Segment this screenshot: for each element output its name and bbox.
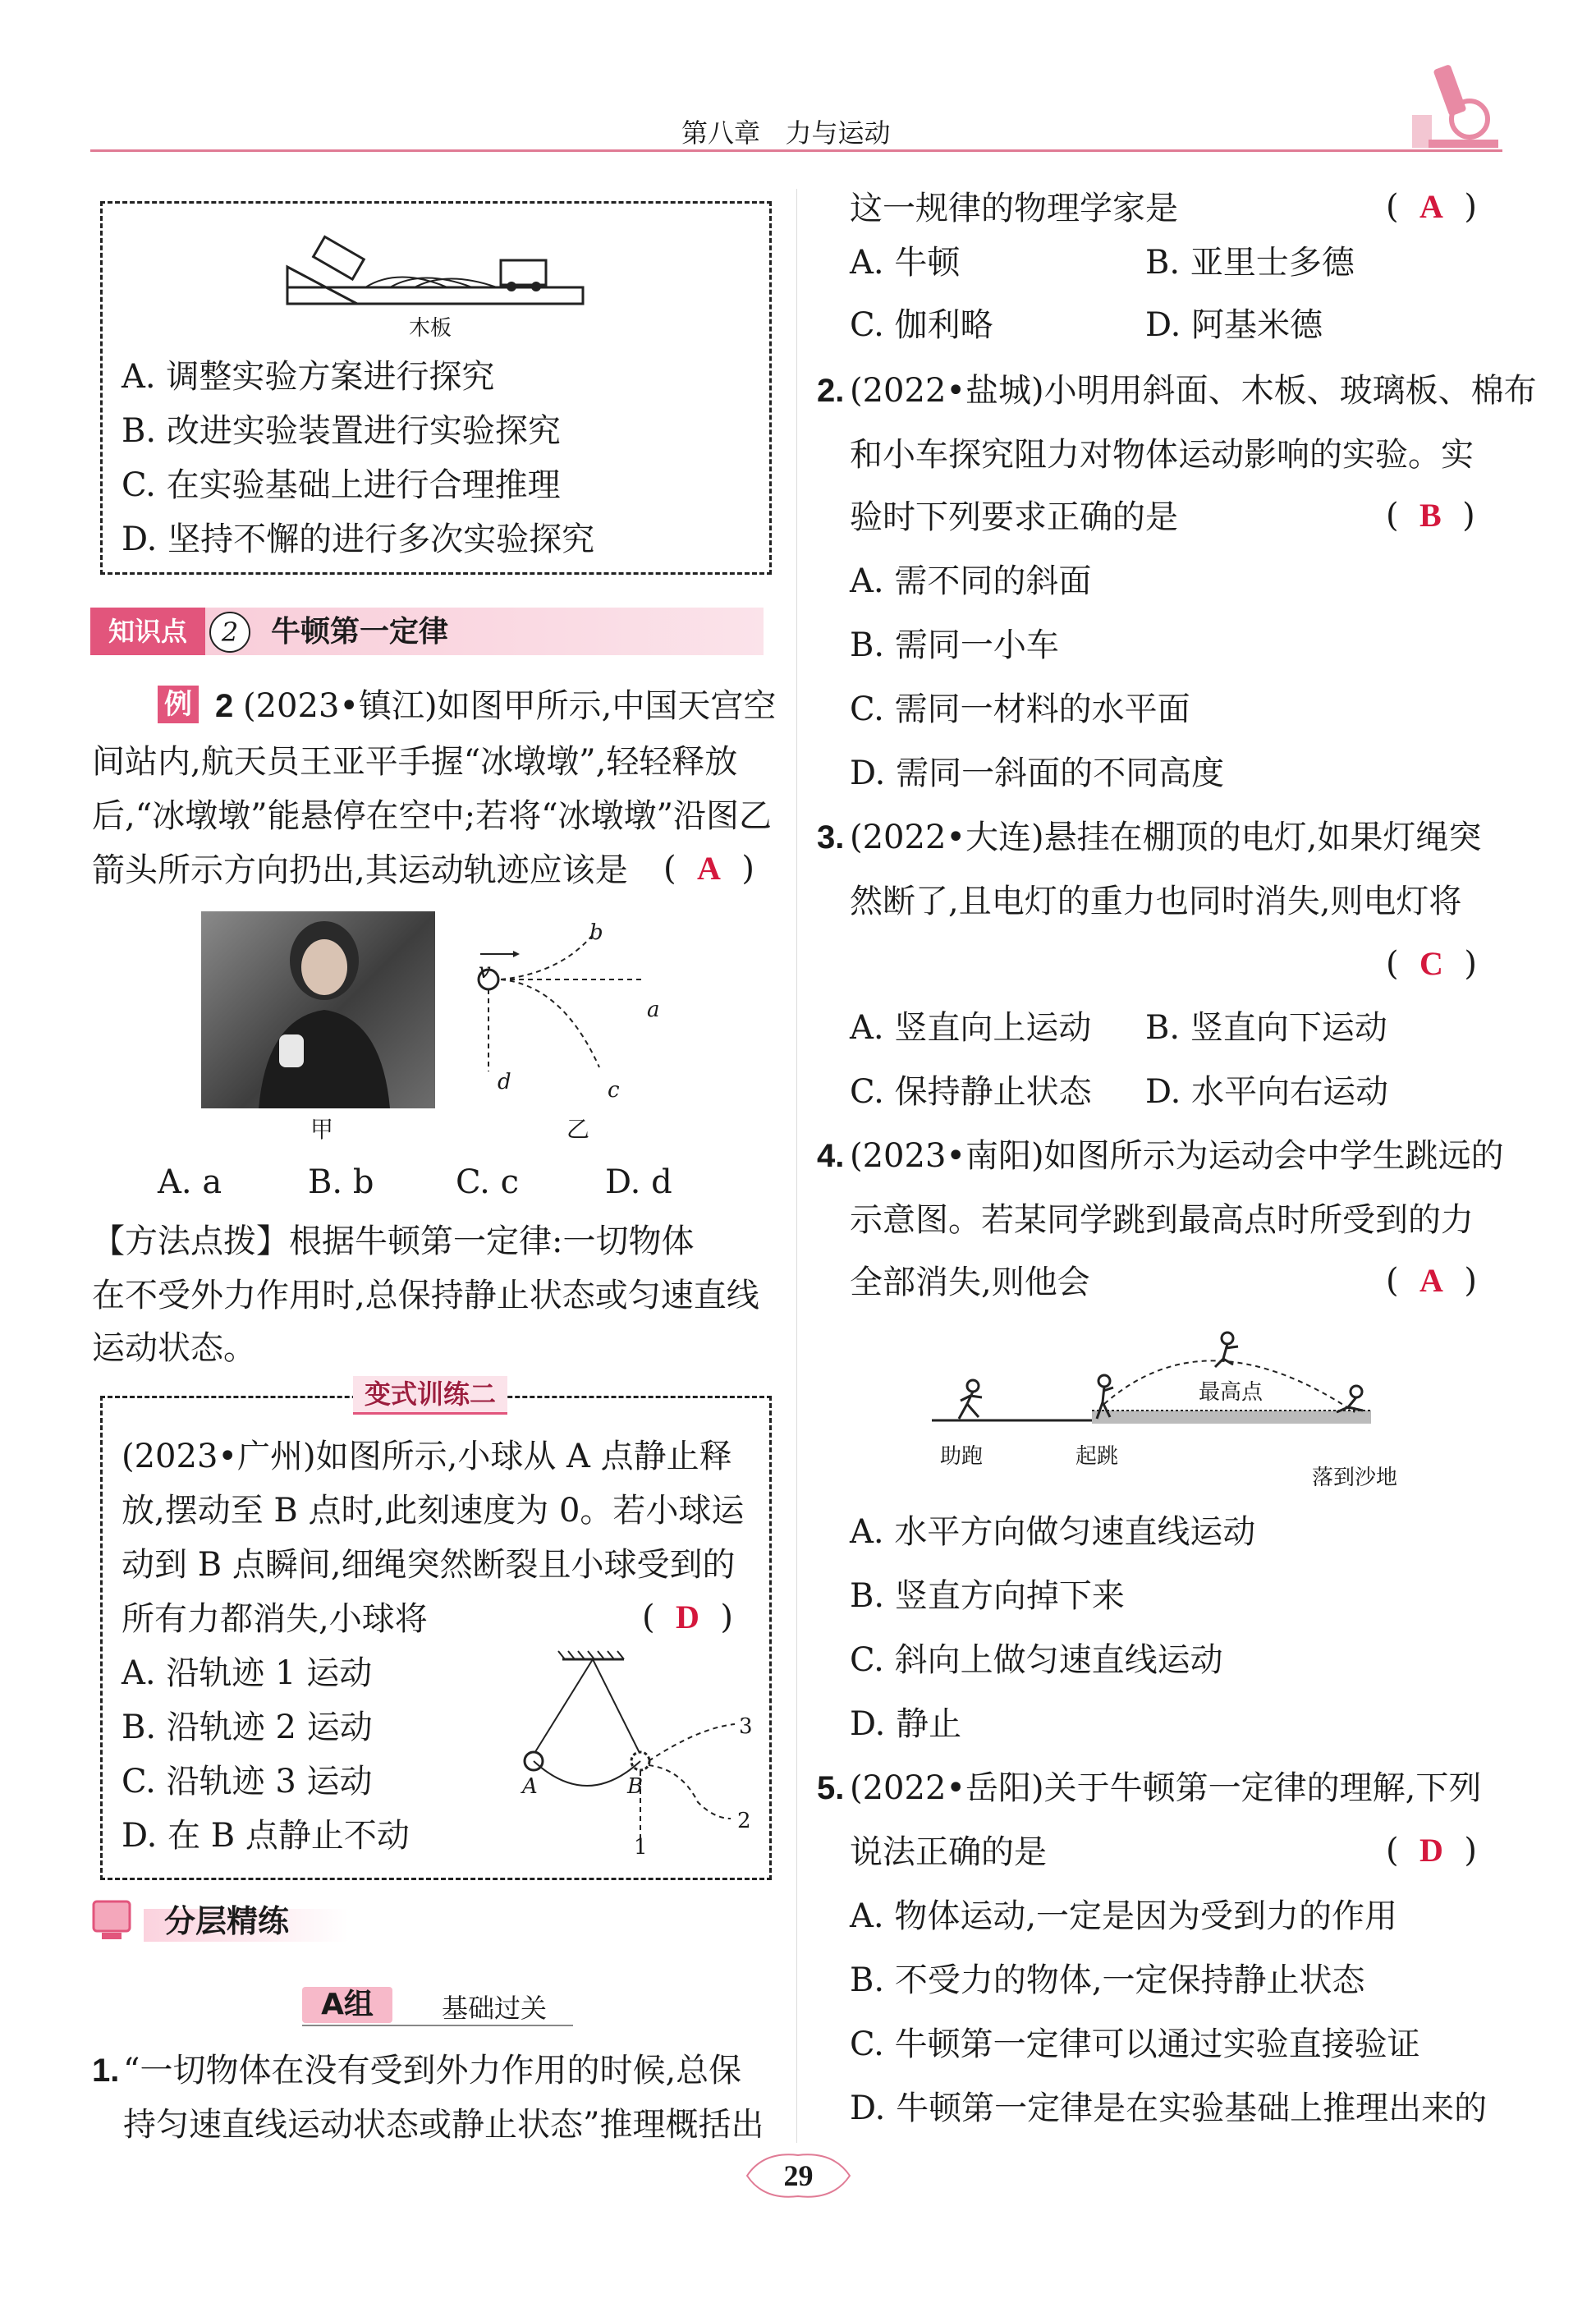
group-badge: A组 xyxy=(302,1987,392,2023)
knowledge-point-title: 牛顿第一定律 xyxy=(271,615,449,649)
q2-option-c: C. 需同一材料的水平面 xyxy=(850,690,1190,728)
example-number: 2 xyxy=(215,688,234,724)
q4-option-c: C. 斜向上做匀速直线运动 xyxy=(850,1641,1223,1679)
jump-label-jump: 起跳 xyxy=(1075,1444,1119,1469)
example-option-b: B. b xyxy=(308,1163,374,1201)
pendulum-label-B: B xyxy=(627,1774,644,1799)
q3-line-2: 然断了,且电灯的重力也同时消失,则电灯将 xyxy=(850,883,1462,920)
monitor-icon xyxy=(90,1897,140,1946)
variant-option-b: B. 沿轨迹 2 运动 xyxy=(122,1709,373,1746)
variant-line-3: 动到 B 点瞬间,细绳突然断裂且小球受到的 xyxy=(122,1546,736,1584)
q3-answer: ( C ) xyxy=(1386,945,1477,983)
traj-label-a: a xyxy=(647,998,660,1022)
tips-line-3: 运动状态。 xyxy=(92,1329,256,1367)
example-line-4: 箭头所示方向扔出,其运动轨迹应该是 xyxy=(92,851,628,889)
example-option-a: A. a xyxy=(158,1163,222,1201)
q1-line-2: 持匀速直线运动状态或静止状态”推理概括出 xyxy=(123,2106,764,2144)
fig-label-jia: 甲 xyxy=(310,1116,334,1143)
q5-number: 5. xyxy=(817,1770,845,1806)
q3-option-b: B. 竖直向下运动 xyxy=(1145,1009,1387,1047)
jump-label-land: 落到沙地 xyxy=(1312,1466,1398,1490)
group-underline xyxy=(302,2025,573,2026)
chapter-title: 力与运动 xyxy=(785,117,891,149)
example-line-3: 后,“冰墩墩”能悬停在空中;若将“冰墩墩”沿图乙 xyxy=(92,797,772,835)
q4-answer: ( A ) xyxy=(1386,1262,1477,1300)
q1-number: 1. xyxy=(92,2053,120,2089)
variant-option-a: A. 沿轨迹 1 运动 xyxy=(122,1654,373,1692)
page-number: 29 xyxy=(783,2159,814,2192)
q3-number: 3. xyxy=(817,819,845,856)
example-answer-letter: A xyxy=(697,850,721,887)
jump-label-top: 最高点 xyxy=(1199,1380,1264,1405)
q4-line-3: 全部消失,则他会 xyxy=(850,1264,1090,1301)
q5-answer-letter: D xyxy=(1419,1832,1443,1869)
q2-line-1: (2022•盐城)小明用斜面、木板、玻璃板、棉布 xyxy=(850,372,1537,410)
q4-line-1: (2023•南阳)如图所示为运动会中学生跳远的 xyxy=(850,1137,1504,1175)
q1-line-1: “一切物体在没有受到外力作用的时候,总保 xyxy=(123,2052,742,2090)
tips-line-1: 【方法点拨】根据牛顿第一定律:一切物体 xyxy=(92,1223,695,1260)
jump-label-run: 助跑 xyxy=(940,1444,984,1469)
topbox-option-a: A. 调整实验方案进行探究 xyxy=(122,358,495,396)
variant-line-1: (2023•广州)如图所示,小球从 A 点静止释 xyxy=(122,1438,732,1475)
q2-line-2: 和小车探究阻力对物体运动影响的实验。实 xyxy=(850,436,1474,474)
q2-option-d: D. 需同一斜面的不同高度 xyxy=(850,755,1225,792)
q3-answer-letter: C xyxy=(1419,945,1443,982)
q4-option-a: A. 水平方向做匀速直线运动 xyxy=(850,1513,1256,1551)
variant-option-d: D. 在 B 点静止不动 xyxy=(122,1817,410,1855)
q5-option-c: C. 牛顿第一定律可以通过实验直接验证 xyxy=(850,2025,1420,2063)
example-tag: 例 xyxy=(158,686,199,723)
column-divider xyxy=(796,189,797,2143)
example-line-1: (2023•镇江)如图甲所示,中国天宫空 xyxy=(243,687,777,725)
q2-option-b: B. 需同一小车 xyxy=(850,626,1059,664)
q4-option-b: B. 竖直方向掉下来 xyxy=(850,1577,1125,1615)
header-rule xyxy=(90,149,1502,152)
example-line-2: 间站内,航天员王亚平手握“冰墩墩”,轻轻释放 xyxy=(92,743,738,781)
traj-label-c: c xyxy=(608,1078,620,1103)
group-subtitle: 基础过关 xyxy=(442,1993,548,2024)
tips-line-2: 在不受外力作用时,总保持静止状态或匀速直线 xyxy=(92,1277,759,1314)
traj-label-v: v xyxy=(479,959,491,984)
long-jump-figure xyxy=(928,1322,1404,1453)
variant-answer: ( D ) xyxy=(642,1599,733,1636)
microscope-icon xyxy=(1396,57,1502,152)
example-answer: ( A ) xyxy=(663,850,754,888)
knowledge-point-label: 知识点 xyxy=(90,608,205,655)
variant-line-4: 所有力都消失,小球将 xyxy=(122,1600,428,1638)
pendulum-label-A: A xyxy=(522,1774,538,1799)
q4-number: 4. xyxy=(817,1138,845,1174)
variant-line-2: 放,摆动至 B 点时,此刻速度为 0。若小球运 xyxy=(122,1492,745,1530)
fig-label-yi: 乙 xyxy=(566,1116,590,1143)
q5-answer: ( D ) xyxy=(1386,1832,1477,1869)
q2-line-3: 验时下列要求正确的是 xyxy=(850,498,1178,536)
variant-option-c: C. 沿轨迹 3 运动 xyxy=(122,1763,373,1801)
q2-answer-letter: B xyxy=(1419,497,1442,534)
q1-option-a: A. 牛顿 xyxy=(850,244,961,282)
q3-line-1: (2022•大连)悬挂在棚顶的电灯,如果灯绳突 xyxy=(850,819,1482,856)
q5-option-a: A. 物体运动,一定是因为受到力的作用 xyxy=(850,1897,1398,1935)
traj-label-d: d xyxy=(498,1070,511,1094)
q1-option-b: B. 亚里士多德 xyxy=(1145,244,1355,282)
topbox-option-b: B. 改进实验装置进行实验探究 xyxy=(122,412,561,450)
q5-line-1: (2022•岳阳)关于牛顿第一定律的理解,下列 xyxy=(850,1769,1482,1807)
q4-answer-letter: A xyxy=(1419,1262,1443,1299)
chapter-header xyxy=(681,115,891,151)
q5-line-2: 说法正确的是 xyxy=(850,1833,1047,1871)
q2-answer: ( B ) xyxy=(1386,497,1475,534)
q5-option-d: D. 牛顿第一定律是在实验基础上推理出来的 xyxy=(850,2090,1488,2127)
q5-option-b: B. 不受力的物体,一定保持静止状态 xyxy=(850,1961,1365,1999)
chapter-number: 第八章 xyxy=(681,117,761,149)
pendulum-figure xyxy=(517,1646,755,1860)
board-label: 木板 xyxy=(409,316,452,341)
traj-label-b: b xyxy=(589,920,603,945)
pendulum-label-2: 2 xyxy=(737,1809,751,1833)
topbox-option-c: C. 在实验基础上进行合理推理 xyxy=(122,466,561,504)
knowledge-point-number: 2 xyxy=(209,612,250,653)
q3-option-c: C. 保持静止状态 xyxy=(850,1073,1092,1111)
q3-option-a: A. 竖直向上运动 xyxy=(850,1009,1092,1047)
variant-answer-letter: D xyxy=(676,1599,699,1635)
q1-answer-letter: A xyxy=(1419,188,1443,225)
variant-title: 变式训练二 xyxy=(353,1376,507,1415)
q1-answer: ( A ) xyxy=(1386,188,1477,226)
incline-board-figure xyxy=(283,218,587,316)
example-option-c: C. c xyxy=(456,1163,520,1201)
pendulum-label-1: 1 xyxy=(634,1835,648,1860)
topbox-option-d: D. 坚持不懈的进行多次实验探究 xyxy=(122,521,595,558)
example-option-d: D. d xyxy=(605,1163,672,1201)
pendulum-label-3: 3 xyxy=(739,1714,753,1739)
astronaut-figure xyxy=(201,911,435,1108)
layered-title: 分层精练 xyxy=(164,1903,290,1939)
q1-option-c: C. 伽利略 xyxy=(850,306,993,344)
q3-option-d: D. 水平向右运动 xyxy=(1145,1073,1389,1111)
q4-line-2: 示意图。若某同学跳到最高点时所受到的力 xyxy=(850,1201,1474,1239)
q1-option-d: D. 阿基米德 xyxy=(1145,306,1323,344)
q2-number: 2. xyxy=(817,373,845,409)
q2-option-a: A. 需不同的斜面 xyxy=(850,562,1092,600)
q1-line-3: 这一规律的物理学家是 xyxy=(850,190,1178,227)
q4-option-d: D. 静止 xyxy=(850,1705,962,1743)
